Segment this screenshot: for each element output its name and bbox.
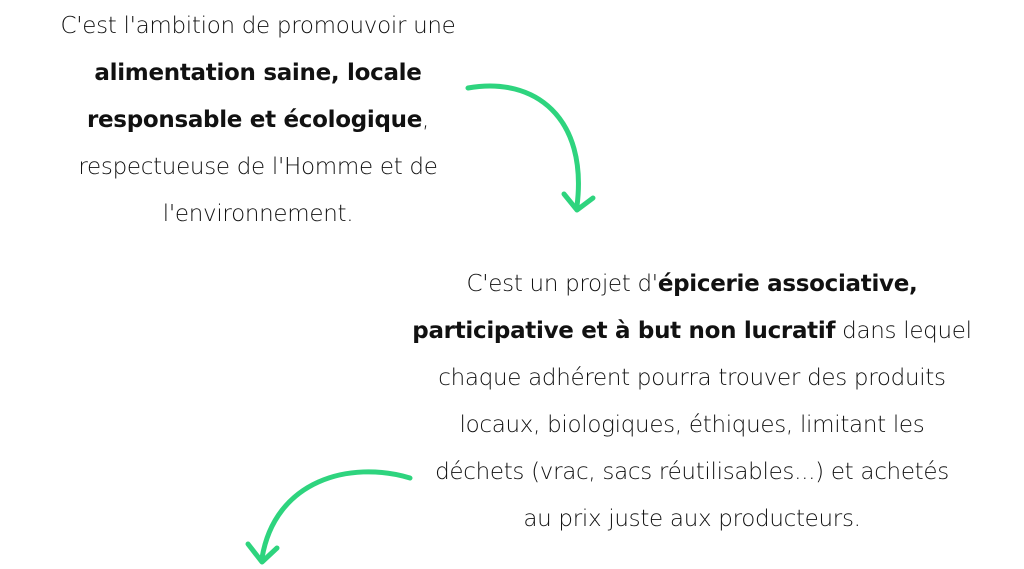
text-block-ambition — [30, 3, 486, 238]
curved-arrow-down-icon — [460, 78, 610, 228]
text-block-projet — [412, 261, 972, 543]
ambition-highlight-1: alimentation saine, locale — [94, 60, 422, 86]
projet-line-5: déchets (vrac, sacs réutilisables...) et achetés — [435, 459, 949, 485]
ambition-line-5: l'environnement. — [162, 201, 354, 227]
projet-highlight-2: participative et à but non lucratif — [412, 318, 836, 344]
ambition-highlight-2: responsable et écologique — [86, 107, 423, 133]
projet-line-6: au prix juste aux producteurs. — [523, 506, 861, 532]
ambition-line-2 — [30, 50, 486, 97]
projet-highlight-1: épicerie associative, — [657, 271, 918, 297]
projet-line-1: C'est un projet d'épicerie associative, — [466, 271, 918, 297]
ambition-line-4: respectueuse de l'Homme et de — [78, 154, 438, 180]
projet-line-3: chaque adhérent pourra trouver des produits — [438, 365, 946, 391]
projet-line-2: participative et à but non lucratif dans lequel — [412, 318, 972, 344]
ambition-line-1: C'est l'ambition de promouvoir une — [60, 13, 456, 39]
ambition-line-3: responsable et écologique, — [86, 107, 430, 133]
projet-line-4: locaux, biologiques, éthiques, limitant les — [459, 412, 925, 438]
curved-arrow-down-left-icon — [240, 460, 420, 569]
